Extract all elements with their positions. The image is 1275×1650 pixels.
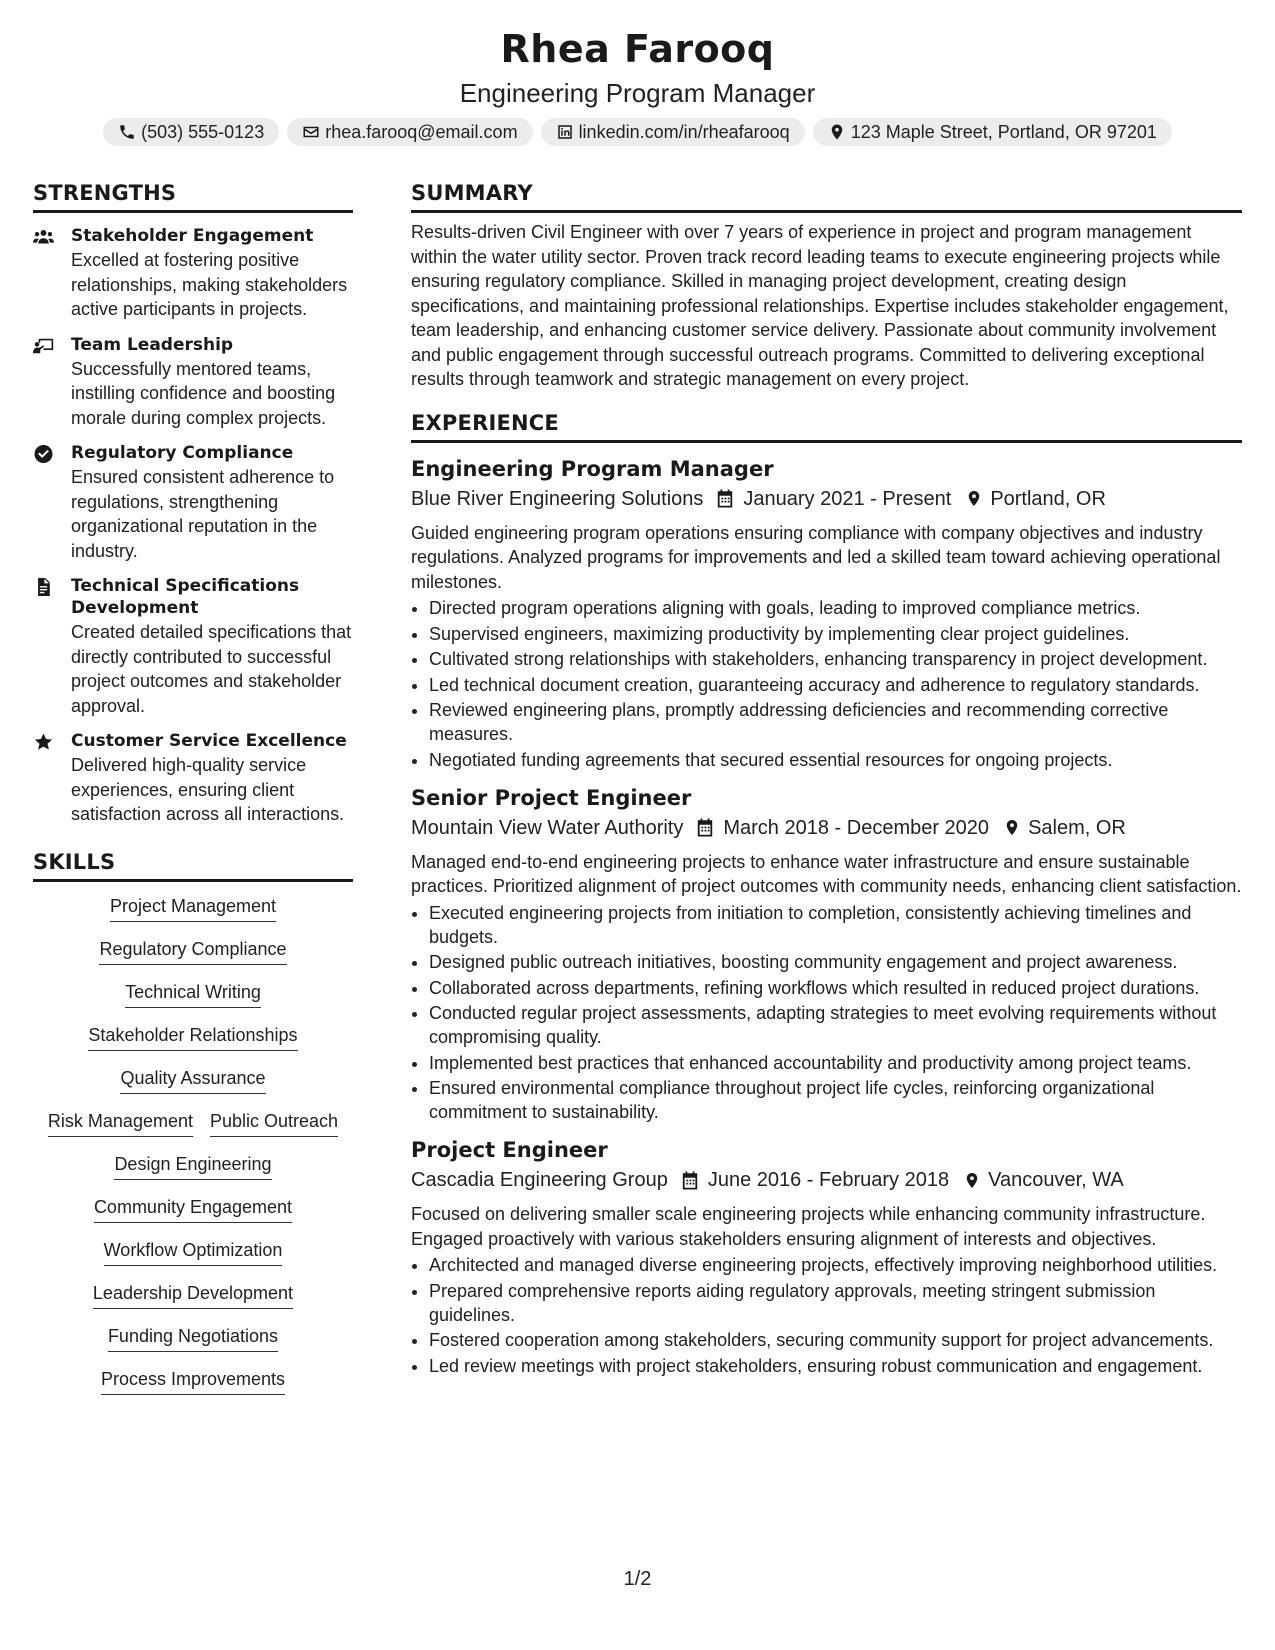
strength-item (33, 575, 353, 718)
map-pin-icon (963, 1171, 981, 1190)
job-company: Blue River Engineering Solutions (411, 487, 704, 510)
strength-item (33, 442, 353, 563)
job-title: Senior Project Engineer (411, 785, 692, 810)
document-icon (33, 578, 54, 596)
strength-description: Created detailed specifications that directly contributed to successful project outcomes and stakeholder approval. (71, 622, 352, 716)
candidate-name: Rhea Farooq (500, 27, 775, 71)
job-description: Guided engineering program operations ensuring compliance with company objectives and industry regulations. Analyzed programs for improvements and led a skilled team toward achieving operational milestones. (411, 522, 1221, 592)
strengths-heading: STRENGTHS (33, 180, 353, 213)
skill-tag: Design Engineering (114, 1152, 271, 1180)
job-location: Vancouver, WA (988, 1169, 1124, 1191)
skill-tag: Technical Writing (125, 980, 261, 1008)
job-bullets (411, 1253, 1242, 1378)
bullet-item: • Led technical document creation, guaranteeing accuracy and adherence to regulatory standards. (429, 673, 1242, 697)
strength-title: Technical Specifications Development (71, 576, 300, 618)
experience-section (411, 410, 1242, 1378)
job-title: Project Engineer (411, 1138, 608, 1162)
bullet-item: • Implemented best practices that enhanced accountability and productivity among project teams. (429, 1051, 1242, 1075)
skill-tag: Regulatory Compliance (99, 937, 286, 965)
map-pin-icon (1003, 818, 1021, 837)
calendar-icon (681, 1171, 699, 1190)
strength-title: Team Leadership (71, 334, 234, 355)
bullet-item: • Directed program operations aligning with goals, leading to improved compliance metrics. (429, 596, 1242, 620)
envelope-icon (302, 123, 320, 141)
page-number: 1/2 (623, 1568, 652, 1590)
strength-item (33, 225, 353, 322)
summary-text: Results-driven Civil Engineer with over 7 years of experience in project and program management within the water utility sector. Proven track record leading teams to execute engineering projects while ensuring regulatory compliance. Skilled in managing project development, creating design specifications, and maintaining professional relationships. Expertise includes stakeholder engagement, team leadership, and enhancing customer service delivery. Passionate about community involvement and public engagement through successful outreach programs. Committed to delivering exceptional results through teamwork and strategic management on every project. (411, 222, 1229, 389)
contact-phone-text: (503) 555-0123 (141, 121, 265, 142)
contact-email[interactable] (287, 118, 532, 146)
job-description: Managed end-to-end engineering projects to enhance water infrastructure and ensure sustainable practices. Prioritized alignment of project outcomes with community needs, enhancing client satisfaction. (411, 851, 1242, 896)
skill-tag: Quality Assurance (120, 1066, 265, 1094)
skill-tag: Workflow Optimization (104, 1238, 283, 1266)
candidate-title: Engineering Program Manager (459, 78, 816, 108)
job-entry (411, 1136, 1242, 1378)
contact-linkedin-text: linkedin.com/in/rheafarooq (578, 121, 790, 142)
contact-phone[interactable] (103, 118, 279, 146)
skill-tag: Community Engagement (94, 1195, 292, 1223)
job-location: Portland, OR (990, 487, 1106, 510)
job-bullets (411, 901, 1242, 1125)
star-icon (33, 733, 54, 751)
presentation-icon (33, 337, 54, 355)
bullet-item: • Cultivated strong relationships with stakeholders, enhancing transparency in project development. (429, 647, 1242, 671)
bullet-item: • Prepared comprehensive reports aiding regulatory approvals, meeting stringent submission guidelines. (429, 1279, 1242, 1327)
bullet-item: • Collaborated across departments, refining workflows which resulted in reduced project durations. (429, 976, 1242, 1000)
job-bullets (411, 596, 1242, 772)
contact-linkedin[interactable] (541, 118, 805, 146)
contact-bar (33, 118, 1242, 146)
skill-tag: Stakeholder Relationships (88, 1023, 297, 1051)
skill-tag: Process Improvements (101, 1367, 285, 1395)
contact-address-text: 123 Maple Street, Portland, OR 97201 (850, 121, 1157, 142)
bullet-item: • Conducted regular project assessments, adapting strategies to meet evolving requirements without compromising quality. (429, 1001, 1242, 1049)
contact-email-text: rhea.farooq@email.com (325, 121, 518, 142)
strength-description: Delivered high-quality service experiences, ensuring client satisfaction across all interactions. (71, 755, 345, 824)
calendar-icon (716, 489, 734, 508)
skill-tag: Leadership Development (93, 1281, 293, 1309)
strength-item (33, 730, 353, 827)
skill-tag: Project Management (110, 894, 276, 922)
job-title: Engineering Program Manager (411, 456, 774, 481)
strength-description: Excelled at fostering positive relationships, making stakeholders active participants in projects. (71, 250, 348, 319)
skills-heading: SKILLS (33, 849, 353, 882)
bullet-item: • Negotiated funding agreements that secured essential resources for ongoing projects. (429, 748, 1242, 772)
bullet-item: • Led review meetings with project stakeholders, ensuring robust communication and engagement. (429, 1354, 1242, 1378)
experience-heading: EXPERIENCE (411, 410, 1242, 443)
job-dates: January 2021 - Present (743, 487, 952, 510)
strength-title: Stakeholder Engagement (71, 226, 314, 246)
strength-description: Successfully mentored teams, instilling confidence and boosting morale during complex projects. (71, 358, 336, 428)
job-dates: March 2018 - December 2020 (723, 816, 990, 839)
job-entry (411, 455, 1242, 772)
strengths-section (33, 180, 353, 827)
job-entry (411, 784, 1242, 1125)
check-circle-icon (33, 445, 54, 463)
job-company: Cascadia Engineering Group (411, 1169, 668, 1191)
left-column (33, 180, 353, 1410)
job-company: Mountain View Water Authority (411, 816, 684, 839)
skill-tag: Funding Negotiations (108, 1324, 278, 1352)
map-pin-icon (965, 489, 983, 508)
phone-icon (118, 123, 136, 141)
job-dates: June 2016 - February 2018 (707, 1169, 950, 1191)
strength-title: Customer Service Excellence (71, 731, 347, 751)
job-location: Salem, OR (1028, 816, 1126, 839)
bullet-item: • Executed engineering projects from initiation to completion, consistently achieving timelines and budgets. (429, 901, 1242, 949)
bullet-item: • Fostered cooperation among stakeholders, securing community support for project advancements. (429, 1328, 1242, 1352)
strength-description: Ensured consistent adherence to regulations, strengthening organizational reputation in the industry. (71, 467, 335, 561)
skill-tag: Public Outreach (210, 1109, 338, 1137)
right-column (411, 180, 1242, 1410)
users-icon (33, 228, 54, 246)
skills-section (33, 849, 353, 1410)
contact-address (813, 118, 1172, 146)
strength-title: Regulatory Compliance (71, 443, 294, 463)
resume-header (33, 22, 1242, 146)
map-pin-icon (828, 123, 846, 141)
calendar-icon (696, 818, 714, 837)
bullet-item: • Reviewed engineering plans, promptly addressing deficiencies and recommending corrective measures. (429, 698, 1242, 746)
summary-heading: SUMMARY (411, 180, 1242, 213)
bullet-item: • Supervised engineers, maximizing productivity by implementing clear project guidelines. (429, 622, 1242, 646)
bullet-item: • Architected and managed diverse engineering projects, effectively improving neighborhood utilities. (429, 1253, 1242, 1277)
job-description: Focused on delivering smaller scale engineering projects while enhancing community infrastructure. Engaged proactively with various stakeholders ensuring alignment of interests and objectives. (411, 1204, 1206, 1249)
strength-item (33, 334, 353, 431)
skill-tag: Risk Management (48, 1109, 193, 1137)
bullet-item: • Designed public outreach initiatives, boosting community engagement and project awareness. (429, 950, 1242, 974)
linkedin-icon (556, 123, 574, 141)
summary-section (411, 180, 1242, 392)
bullet-item: • Ensured environmental compliance throughout project life cycles, reinforcing organizational commitment to sustainability. (429, 1076, 1242, 1124)
